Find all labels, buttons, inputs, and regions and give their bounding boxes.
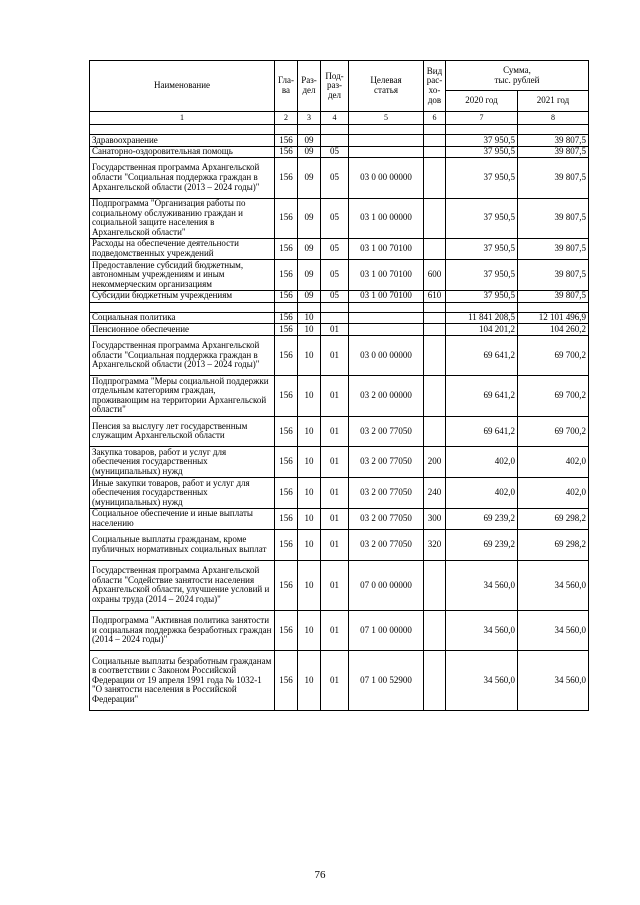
table-row — [90, 376, 589, 416]
row-name: Иные закупки товаров, работ и услуг для обеспечения государственных (муниципальных) нужд — [90, 478, 275, 509]
empty-cell — [349, 125, 424, 135]
table-row — [90, 198, 589, 238]
row-razdel: 10 — [298, 376, 321, 416]
empty-cell — [424, 125, 446, 135]
header-target — [349, 61, 424, 112]
table-row — [90, 238, 589, 259]
row-podrazdel: 05 — [321, 260, 349, 291]
row-glava: 156 — [275, 238, 298, 259]
row-name: Подпрограмма "Меры социальной поддержки отдельным категориям граждан, проживающим на территории Архангельской области" — [90, 376, 275, 416]
row-podrazdel: 01 — [321, 416, 349, 447]
row-glava: 156 — [275, 290, 298, 302]
row-podrazdel: 05 — [321, 238, 349, 259]
empty-cell — [349, 302, 424, 312]
row-target — [349, 146, 424, 158]
row-target: 03 1 00 70100 — [349, 260, 424, 291]
row-vid — [424, 416, 446, 447]
col-index: 3 — [298, 112, 321, 125]
spacer-row — [90, 125, 589, 135]
row-name: Субсидии бюджетным учреждениям — [90, 290, 275, 302]
row-podrazdel: 01 — [321, 324, 349, 336]
empty-cell — [446, 302, 518, 312]
table-row — [90, 290, 589, 302]
row-name: Санаторно-оздоровительная помощь — [90, 146, 275, 158]
row-target: 03 2 00 77050 — [349, 478, 424, 509]
row-vid — [424, 146, 446, 158]
row-sum-2021: 39 807,5 — [518, 146, 589, 158]
row-glava: 156 — [275, 312, 298, 324]
row-podrazdel: 01 — [321, 651, 349, 711]
row-vid — [424, 312, 446, 324]
row-vid — [424, 335, 446, 375]
row-name: Подпрограмма "Организация работы по социальному обслуживанию граждан и социальной защите населения в Архангельской области" — [90, 198, 275, 238]
row-sum-2021: 69 298,2 — [518, 508, 589, 529]
row-name: Расходы на обеспечение деятельности подведомственных учреждений — [90, 238, 275, 259]
row-glava: 156 — [275, 508, 298, 529]
col-index: 6 — [424, 112, 446, 125]
row-razdel: 10 — [298, 447, 321, 478]
row-podrazdel: 05 — [321, 146, 349, 158]
row-razdel: 10 — [298, 335, 321, 375]
row-target: 03 2 00 77050 — [349, 530, 424, 561]
row-vid — [424, 610, 446, 650]
row-target — [349, 312, 424, 324]
table-row — [90, 335, 589, 375]
row-razdel: 10 — [298, 324, 321, 336]
row-sum-2021: 39 807,5 — [518, 238, 589, 259]
row-name: Пенсионное обеспечение — [90, 324, 275, 336]
row-sum-2020: 69 641,2 — [446, 376, 518, 416]
row-vid: 300 — [424, 508, 446, 529]
col-index: 5 — [349, 112, 424, 125]
row-glava: 156 — [275, 335, 298, 375]
empty-cell — [90, 302, 275, 312]
table-row — [90, 135, 589, 147]
table-row — [90, 530, 589, 561]
row-razdel: 09 — [298, 198, 321, 238]
table-row — [90, 610, 589, 650]
row-sum-2021: 402,0 — [518, 478, 589, 509]
table-row — [90, 447, 589, 478]
row-sum-2020: 11 841 208,5 — [446, 312, 518, 324]
row-glava: 156 — [275, 610, 298, 650]
col-index: 2 — [275, 112, 298, 125]
row-sum-2020: 69 641,2 — [446, 416, 518, 447]
row-podrazdel: 05 — [321, 158, 349, 198]
table-row — [90, 478, 589, 509]
row-podrazdel: 01 — [321, 335, 349, 375]
row-sum-2020: 37 950,5 — [446, 290, 518, 302]
row-podrazdel: 01 — [321, 376, 349, 416]
row-vid — [424, 651, 446, 711]
row-sum-2021: 69 298,2 — [518, 530, 589, 561]
header-year-2021: 2021 год — [518, 91, 589, 112]
table-row — [90, 416, 589, 447]
row-razdel: 09 — [298, 135, 321, 147]
row-glava: 156 — [275, 198, 298, 238]
row-name: Государственная программа Архангельской области "Социальная поддержка граждан в Архангельской области (2013 – 2024 годы)" — [90, 335, 275, 375]
empty-cell — [90, 125, 275, 135]
table-row — [90, 158, 589, 198]
col-index: 7 — [446, 112, 518, 125]
row-razdel: 09 — [298, 238, 321, 259]
empty-cell — [298, 125, 321, 135]
row-razdel: 10 — [298, 651, 321, 711]
row-name: Социальные выплаты гражданам, кроме публичных нормативных социальных выплат — [90, 530, 275, 561]
header-podrazdel-text: Под- раз- дел — [325, 70, 344, 100]
empty-cell — [424, 302, 446, 312]
row-sum-2021: 69 700,2 — [518, 335, 589, 375]
row-razdel: 10 — [298, 312, 321, 324]
row-name: Государственная программа Архангельской области "Социальная поддержка граждан в Архангельской области (2013 – 2024 годы)" — [90, 158, 275, 198]
row-razdel: 10 — [298, 508, 321, 529]
row-vid — [424, 238, 446, 259]
empty-cell — [298, 302, 321, 312]
row-glava: 156 — [275, 324, 298, 336]
row-name: Закупка товаров, работ и услуг для обеспечения государственных (муниципальных) нужд — [90, 447, 275, 478]
row-name: Социальное обеспечение и иные выплаты населению — [90, 508, 275, 529]
row-sum-2020: 34 560,0 — [446, 651, 518, 711]
row-sum-2021: 34 560,0 — [518, 651, 589, 711]
row-sum-2020: 34 560,0 — [446, 610, 518, 650]
empty-cell — [518, 125, 589, 135]
row-vid — [424, 198, 446, 238]
empty-cell — [518, 302, 589, 312]
row-name: Подпрограмма "Активная политика занятости и социальная поддержка безработных граждан (2014 – 2024 годы)" — [90, 610, 275, 650]
row-sum-2020: 34 560,0 — [446, 560, 518, 610]
row-vid: 240 — [424, 478, 446, 509]
row-sum-2020: 37 950,5 — [446, 158, 518, 198]
row-razdel: 09 — [298, 290, 321, 302]
row-name: Социальные выплаты безработным гражданам в соответствии с Законом Российской Федерации от 19 апреля 1991 года № 1032-1 "О занятости населения в Российской Федерации" — [90, 651, 275, 711]
row-sum-2020: 402,0 — [446, 447, 518, 478]
table-row — [90, 260, 589, 291]
row-target: 03 1 00 00000 — [349, 198, 424, 238]
row-podrazdel: 01 — [321, 478, 349, 509]
row-target: 03 1 00 70100 — [349, 238, 424, 259]
row-razdel: 10 — [298, 530, 321, 561]
row-target: 03 2 00 77050 — [349, 508, 424, 529]
empty-cell — [321, 302, 349, 312]
row-podrazdel: 01 — [321, 560, 349, 610]
row-sum-2020: 37 950,5 — [446, 198, 518, 238]
col-index: 8 — [518, 112, 589, 125]
row-sum-2020: 37 950,5 — [446, 146, 518, 158]
row-target: 07 0 00 00000 — [349, 560, 424, 610]
row-vid: 600 — [424, 260, 446, 291]
row-podrazdel: 05 — [321, 198, 349, 238]
empty-cell — [275, 125, 298, 135]
table-row — [90, 324, 589, 336]
row-razdel: 10 — [298, 416, 321, 447]
row-razdel: 10 — [298, 560, 321, 610]
row-name: Предоставление субсидий бюджетным, автономным учреждениям и иным некоммерческим организациям — [90, 260, 275, 291]
row-glava: 156 — [275, 447, 298, 478]
budget-table — [89, 60, 589, 711]
row-podrazdel: 01 — [321, 530, 349, 561]
row-glava: 156 — [275, 560, 298, 610]
row-sum-2021: 402,0 — [518, 447, 589, 478]
header-razdel-text: Раз- дел — [301, 75, 317, 95]
row-name: Социальная политика — [90, 312, 275, 324]
row-razdel: 10 — [298, 478, 321, 509]
row-podrazdel: 01 — [321, 447, 349, 478]
row-glava: 156 — [275, 416, 298, 447]
header-year-2020: 2020 год — [446, 91, 518, 112]
row-vid — [424, 324, 446, 336]
row-sum-2021: 39 807,5 — [518, 158, 589, 198]
row-vid: 200 — [424, 447, 446, 478]
spacer-row — [90, 302, 589, 312]
table-row — [90, 508, 589, 529]
row-target: 07 1 00 52900 — [349, 651, 424, 711]
row-name: Государственная программа Архангельской области "Содействие занятости населения Архангельской области, улучшение условий и охраны труда (2014 – 2024 годы)" — [90, 560, 275, 610]
row-name: Пенсия за выслугу лет государственным служащим Архангельской области — [90, 416, 275, 447]
row-sum-2021: 69 700,2 — [518, 376, 589, 416]
row-target — [349, 324, 424, 336]
row-glava: 156 — [275, 260, 298, 291]
table-row — [90, 312, 589, 324]
col-index: 4 — [321, 112, 349, 125]
row-vid: 320 — [424, 530, 446, 561]
row-sum-2021: 69 700,2 — [518, 416, 589, 447]
header-glava-text: Гла- ва — [277, 75, 294, 95]
header-vid — [424, 61, 446, 112]
row-podrazdel: 05 — [321, 290, 349, 302]
row-target — [349, 135, 424, 147]
table-row — [90, 146, 589, 158]
row-sum-2021: 39 807,5 — [518, 290, 589, 302]
row-sum-2021: 12 101 496,9 — [518, 312, 589, 324]
row-vid — [424, 135, 446, 147]
row-glava: 156 — [275, 158, 298, 198]
row-vid — [424, 158, 446, 198]
row-sum-2020: 69 641,2 — [446, 335, 518, 375]
row-target: 03 2 00 00000 — [349, 376, 424, 416]
row-podrazdel: 01 — [321, 610, 349, 650]
row-sum-2021: 39 807,5 — [518, 135, 589, 147]
row-razdel: 09 — [298, 260, 321, 291]
row-vid: 610 — [424, 290, 446, 302]
row-razdel: 09 — [298, 146, 321, 158]
row-glava: 156 — [275, 651, 298, 711]
row-razdel: 09 — [298, 158, 321, 198]
row-sum-2020: 37 950,5 — [446, 135, 518, 147]
header-target-text: Целевая статья — [370, 75, 402, 95]
row-glava: 156 — [275, 376, 298, 416]
row-glava: 156 — [275, 478, 298, 509]
row-sum-2020: 104 201,2 — [446, 324, 518, 336]
row-sum-2021: 34 560,0 — [518, 560, 589, 610]
row-podrazdel — [321, 135, 349, 147]
row-podrazdel — [321, 312, 349, 324]
header-sum-text: Сумма, тыс. рублей — [494, 64, 540, 85]
row-glava: 156 — [275, 530, 298, 561]
row-sum-2020: 37 950,5 — [446, 238, 518, 259]
row-target: 07 1 00 00000 — [349, 610, 424, 650]
header-podrazdel — [321, 61, 349, 112]
row-target: 03 0 00 00000 — [349, 335, 424, 375]
row-sum-2020: 69 239,2 — [446, 530, 518, 561]
row-vid — [424, 376, 446, 416]
empty-cell — [275, 302, 298, 312]
row-sum-2021: 104 260,2 — [518, 324, 589, 336]
empty-cell — [446, 125, 518, 135]
page-number: 76 — [314, 869, 326, 881]
row-target: 03 2 00 77050 — [349, 447, 424, 478]
table-row — [90, 560, 589, 610]
column-index-row — [90, 112, 589, 125]
row-sum-2021: 39 807,5 — [518, 198, 589, 238]
row-razdel: 10 — [298, 610, 321, 650]
table-row — [90, 651, 589, 711]
row-glava: 156 — [275, 146, 298, 158]
row-name: Здравоохранение — [90, 135, 275, 147]
row-sum-2021: 39 807,5 — [518, 260, 589, 291]
header-sum — [446, 61, 589, 91]
empty-cell — [321, 125, 349, 135]
header-glava — [275, 61, 298, 112]
row-vid — [424, 560, 446, 610]
row-podrazdel: 01 — [321, 508, 349, 529]
header-razdel — [298, 61, 321, 112]
row-sum-2020: 69 239,2 — [446, 508, 518, 529]
row-glava: 156 — [275, 135, 298, 147]
row-sum-2020: 402,0 — [446, 478, 518, 509]
col-index: 1 — [90, 112, 275, 125]
row-target: 03 2 00 77050 — [349, 416, 424, 447]
row-sum-2020: 37 950,5 — [446, 260, 518, 291]
header-name: Наименование — [90, 61, 275, 112]
header-vid-text: Вид рас- хо- дов — [426, 65, 443, 105]
row-target: 03 0 00 00000 — [349, 158, 424, 198]
row-target: 03 1 00 70100 — [349, 290, 424, 302]
row-sum-2021: 34 560,0 — [518, 610, 589, 650]
